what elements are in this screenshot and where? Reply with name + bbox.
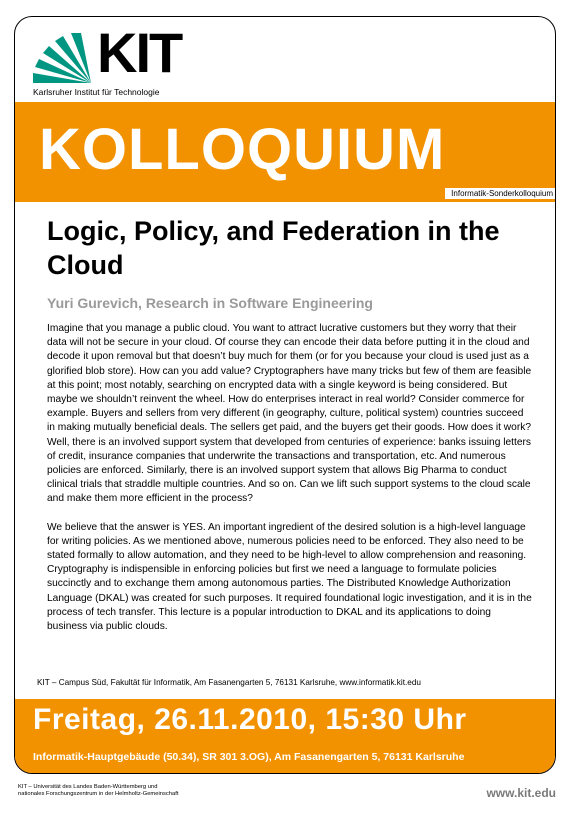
event-datetime: Freitag, 26.11.2010, 15:30 Uhr bbox=[33, 703, 467, 736]
abstract-paragraph: Imagine that you manage a public cloud. You want to attract lucrative customers but they worry that their data will not be secure in your cloud. Of course they can encode their data before putting it in the cloud and decode it upon removal but that doesn’t buy much for them (or for you because your cloud is used just as a glorified blob store). How can you add value? Cryptographers have many tricks but few of them are feasible at this point; most notably, searching on encrypted data with a single keyword is being considered. But maybe we shouldn’t reinvent the wheel. How do enterprises interact in real world? Consider commerce for example. Buyers and sellers from very different (in geography, culture, political system) countries succeed in making mutually beneficial deals. The sellers get paid, and the buyers get their goods. How does it work? Well, there is an involved support system that developed from centuries of experience: banks issuing letters of credit, insurance companies that underwrite the transactions and transportation, etc. And numerous policies are enforced. Similarly, there is an involved support system that allows Big Pharma to conduct clinical trials that straddle multiple countries. And so on. Can we lift such support systems to the cloud scale and make them more efficient in the process? bbox=[47, 323, 532, 505]
speaker: Yuri Gurevich, Research in Software Engineering bbox=[47, 295, 373, 311]
logo-wordmark: KIT bbox=[97, 21, 182, 84]
event-venue: Informatik-Hauptgebäude (50.34), SR 301 3.OG), Am Fasanengarten 5, 76131 Karlsruhe bbox=[33, 751, 465, 763]
institution-line-1: KIT – Universität des Landes Baden-Württemberg und bbox=[18, 784, 158, 790]
logo-subtitle: Karlsruher Institut für Technologie bbox=[33, 87, 160, 97]
website-link[interactable]: www.kit.edu bbox=[486, 786, 556, 800]
event-band bbox=[15, 699, 556, 774]
address-line: KIT – Campus Süd, Fakultät für Informatik, Am Fasanengarten 5, 76131 Karlsruhe, www.informatik.kit.edu bbox=[37, 678, 421, 687]
kit-logo-icon bbox=[33, 33, 95, 83]
abstract-paragraph: We believe that the answer is YES. An important ingredient of the desired solution is a high-level language for writing policies. As we mentioned above, numerous policies need to be enforced. They also need to be stated formally to allow automation, and they need to be high-level to allow comprehension and reasoning. Cryptography is indispensible in enforcing policies but first we need a language to formulate policies succinctly and to exchange them among autonomous parties. The Distributed Knowledge Authorization Language (DKAL) was created for such purposes. It required foundational logic investigation, and it is in the process of tech transfer. This lecture is a popular introduction to DKAL and its applications to doing business via public clouds. bbox=[47, 521, 532, 633]
abstract bbox=[47, 322, 533, 648]
talk-title: Logic, Policy, and Federation in the Cloud bbox=[47, 216, 500, 280]
kit-logo bbox=[33, 21, 233, 109]
series-tag: Informatik-Sonderkolloquium bbox=[445, 188, 556, 199]
banner-title: KOLLOQUIUM bbox=[39, 117, 446, 182]
header-band bbox=[15, 102, 556, 202]
poster-card bbox=[14, 16, 556, 774]
institution-note bbox=[18, 784, 178, 798]
institution-line-2: nationales Forschungszentrum in der Helmholtz-Gemeinschaft bbox=[18, 791, 179, 797]
